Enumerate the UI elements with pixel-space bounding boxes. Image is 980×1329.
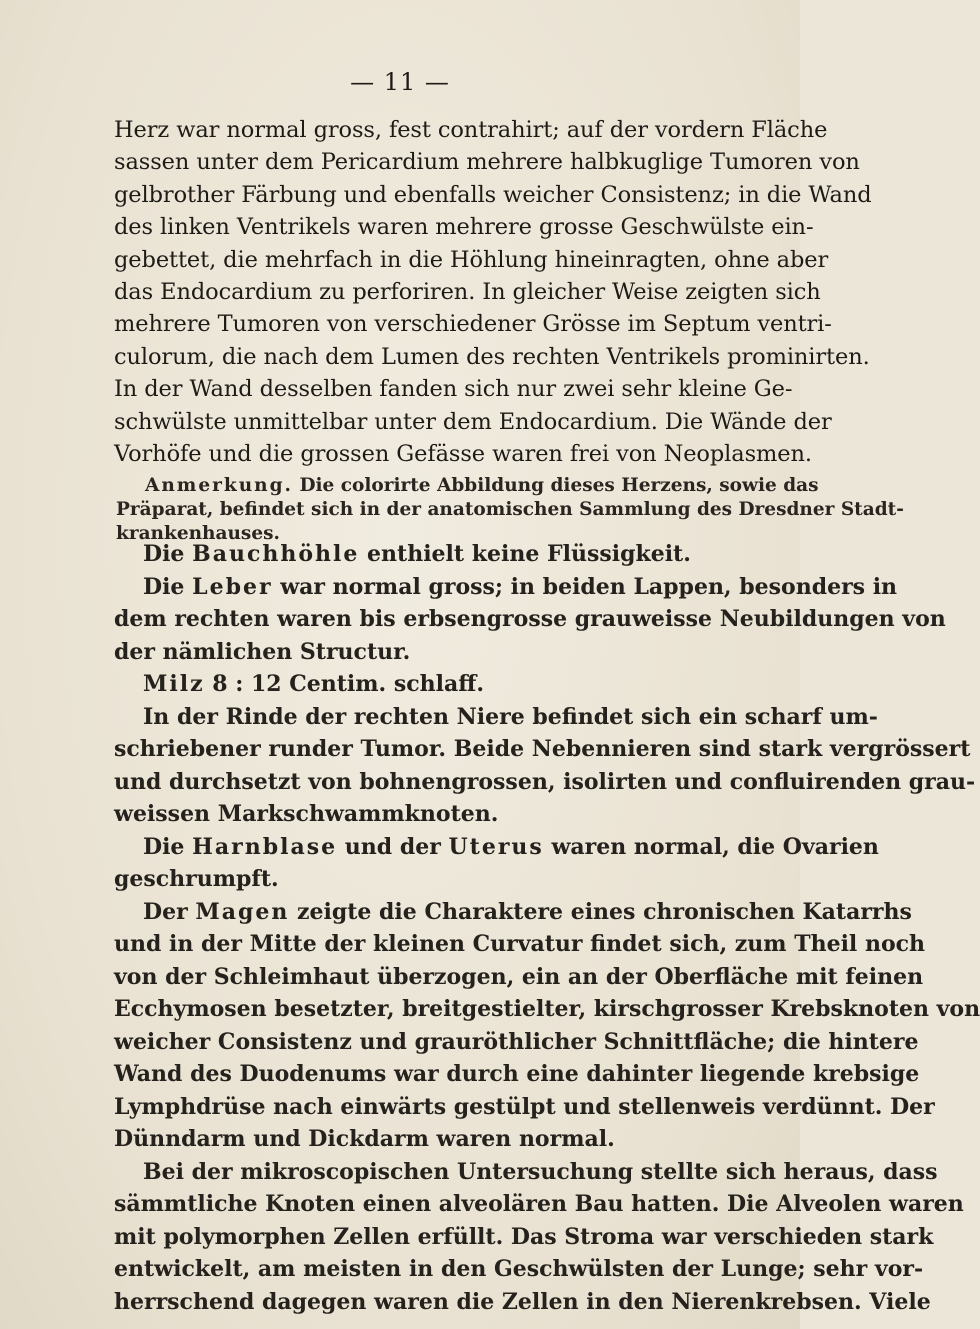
note-line: Präparat, befindet sich in der anatomischen Sammlung des Dresdner Stadt- [116,499,904,520]
term-uterus: Uterus [448,833,544,860]
note-line: krankenhauses. [116,523,280,544]
harnblase-line [114,831,879,864]
text-line: der nämlichen Structur. [114,638,411,665]
text-line: Bei der mikroscopischen Untersuchung stellte sich heraus, dass [143,1158,938,1185]
text-line: mit polymorphen Zellen erfüllt. Das Stroma war verschieden stark [114,1223,934,1250]
text-line: des linken Ventrikels waren mehrere grosse Geschwülste ein- [114,214,814,241]
text-line: weicher Consistenz und grauröthlicher Schnittfläche; die hintere [114,1028,919,1055]
note-line [116,474,819,498]
text-fragment: Der [143,898,188,925]
text-line: schwülste unmittelbar unter dem Endocardium. Die Wände der [114,408,832,435]
text-line: Vorhöfe und die grossen Gefässe waren frei von Neoplasmen. [114,440,812,467]
text-line: und in der Mitte der kleinen Curvatur findet sich, zum Theil noch [114,931,926,957]
milz-line [114,668,734,701]
findings-section [114,538,980,1318]
text-line: von der Schleimhaut überzogen, ein an der Oberfläche mit feinen [114,963,924,990]
text-fragment: Die [143,573,185,600]
term-leber: Leber [192,573,273,600]
text-line: In der Rinde der rechten Niere befindet sich ein scharf um- [143,703,878,730]
bauchhoehle-line [114,538,734,571]
text-line: gelbrother Färbung und ebenfalls weicher Consistenz; in die Wand [114,181,872,208]
text-line: Lymphdrüse nach einwärts gestülpt und stellenweis verdünnt. Der [114,1093,935,1120]
text-fragment: zeigte die Charaktere eines chronischen Katarrhs [297,898,912,925]
term-bauchhoehle: Bauchhöhle [192,541,360,567]
text-line: entwickelt, am meisten in den Geschwülsten der Lunge; sehr vor- [114,1256,924,1282]
note-paragraph [116,474,904,546]
term-magen: Magen [195,898,290,925]
text-fragment: 8 : 12 Centim. schlaff. [212,671,484,697]
text-line: gebettet, die mehrfach in die Höhlung hineinragten, ohne aber [114,246,829,273]
text-fragment: Die [143,833,185,860]
text-line: dem rechten waren bis erbsengrosse grauweisse Neubildungen von [114,606,946,632]
term-harnblase: Harnblase [192,833,338,860]
text-line: schriebener runder Tumor. Beide Nebennieren sind stark vergrössert [114,736,971,762]
magen-line [114,896,912,929]
note-text: Die colorirte Abbildung dieses Herzens, sowie das [299,475,819,496]
text-line: culorum, die nach dem Lumen des rechten Ventrikels prominirten. [114,343,870,370]
note-label: Anmerkung. [145,475,293,496]
term-milz: Milz [143,671,205,697]
text-line: mehrere Tumoren von verschiedener Grösse im Septum ventri- [114,311,832,338]
text-line: weissen Markschwammknoten. [114,801,499,827]
text-fragment: enthielt keine Flüssigkeit. [367,541,691,567]
leber-line [114,571,898,604]
text-line: Dünndarm und Dickdarm waren normal. [114,1126,615,1152]
page-number: — 11 — [350,68,450,96]
text-fragment: und der [344,833,441,860]
text-fragment: waren normal, die Ovarien [551,833,879,860]
heart-paragraph [114,114,872,470]
text-line: sämmtliche Knoten einen alveolären Bau hatten. Die Alveolen waren [114,1191,964,1217]
text-fragment: Die [143,541,185,567]
text-line: Ecchymosen besetzter, breitgestielter, kirschgrosser Krebsknoten von [114,996,980,1022]
text-line: geschrumpft. [114,866,279,892]
text-line: das Endocardium zu perforiren. In gleicher Weise zeigten sich [114,278,821,305]
text-line: Herz war normal gross, fest contrahirt; auf der vordern Fläche [114,117,828,143]
text-fragment: war normal gross; in beiden Lappen, besonders in [280,573,898,600]
text-line: sassen unter dem Pericardium mehrere halbkuglige Tumoren von [114,149,860,176]
text-line: In der Wand desselben fanden sich nur zwei sehr kleine Ge- [114,376,793,403]
text-line: und durchsetzt von bohnengrossen, isolirten und confluirenden grau- [114,768,976,795]
text-line: Wand des Duodenums war durch eine dahinter liegende krebsige [114,1061,920,1087]
text-line: herrschend dagegen waren die Zellen in den Nierenkrebsen. Viele [114,1288,931,1315]
